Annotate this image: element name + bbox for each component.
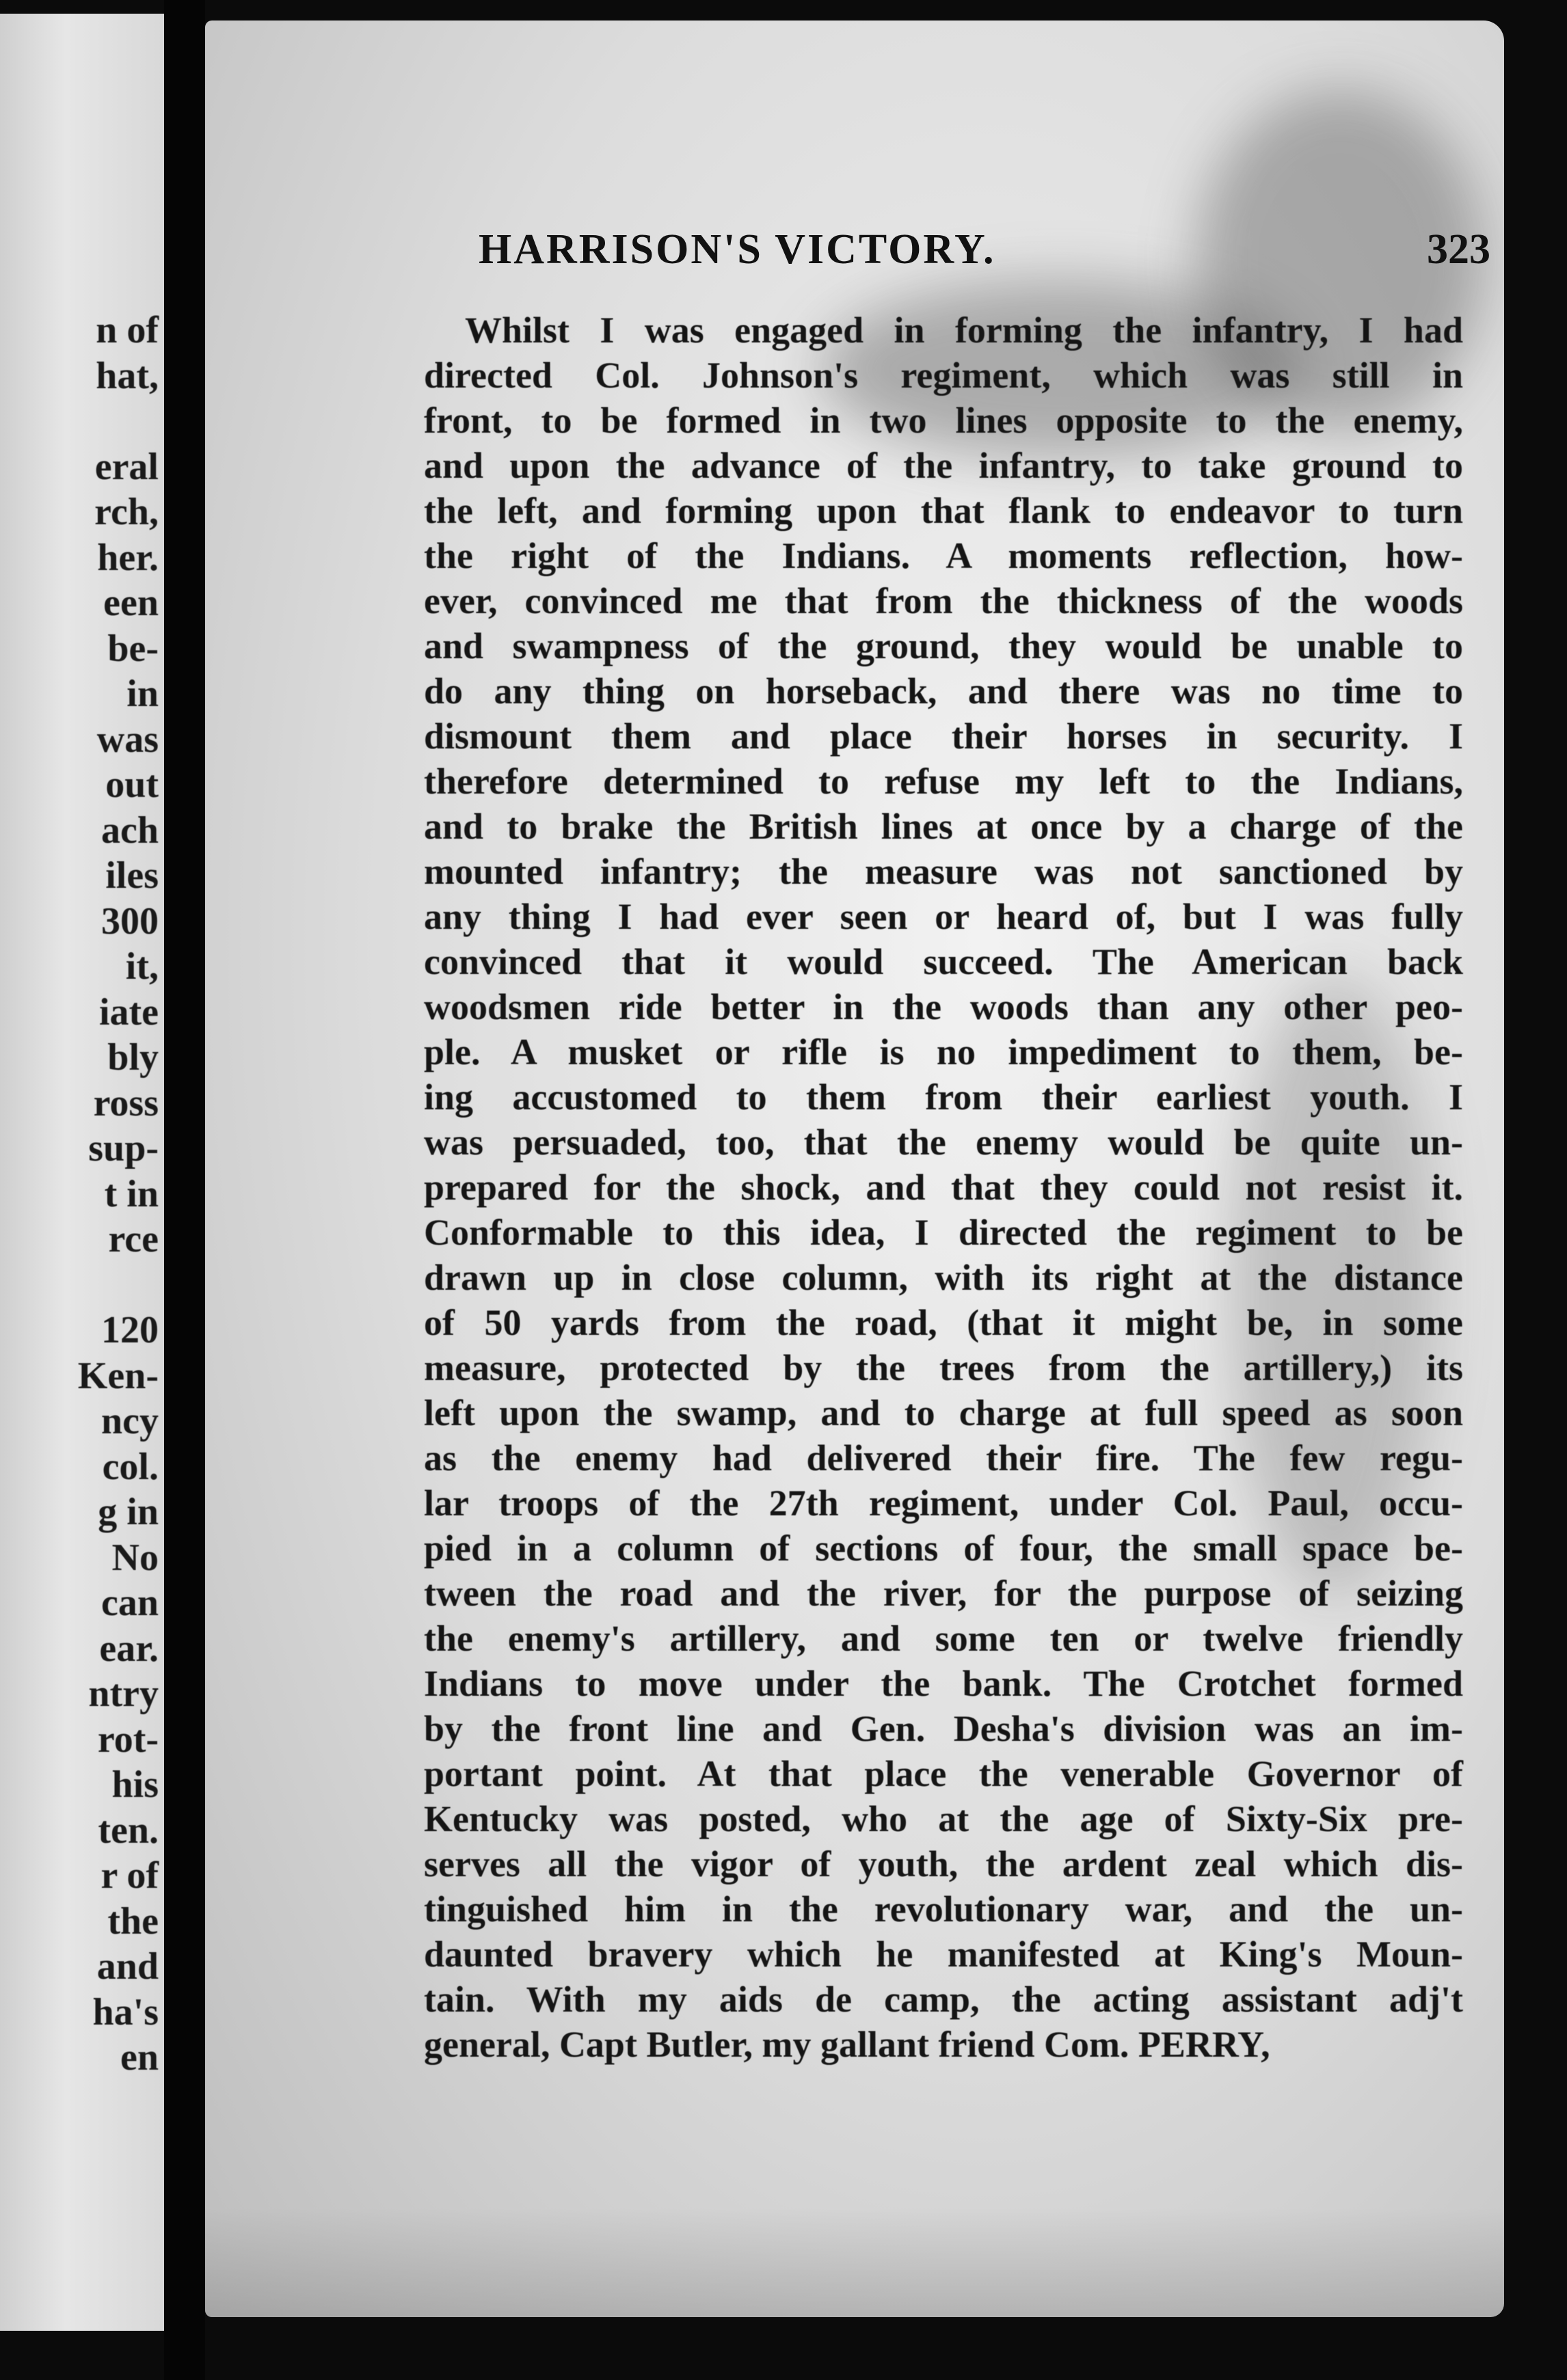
- text-line: and upon the advance of the infantry, to take ground to: [424, 445, 1463, 486]
- previous-page-line: can: [101, 1582, 159, 1624]
- previous-page-line: iate: [98, 990, 159, 1033]
- page-number: 323: [1427, 226, 1490, 273]
- previous-page-line: in: [126, 673, 159, 715]
- text-line: daunted bravery which he manifested at King's Moun-: [424, 1934, 1463, 1975]
- previous-page-line: his: [111, 1763, 159, 1806]
- text-line: any thing I had ever seen or heard of, but I was fully: [424, 896, 1463, 937]
- previous-page-line: No: [111, 1536, 159, 1579]
- text-line: the right of the Indians. A moments reflection, how-: [424, 535, 1463, 576]
- previous-page-line: 300: [101, 900, 159, 943]
- previous-page-line: ntry: [88, 1673, 159, 1715]
- body-text: [424, 308, 1463, 2067]
- text-line: tain. With my aids de camp, the acting assistant adj't: [424, 1979, 1463, 2020]
- text-line: dismount them and place their horses in security. I: [424, 716, 1463, 757]
- previous-page-line: 120: [101, 1309, 159, 1351]
- text-line: pied in a column of sections of four, the small space be-: [424, 1528, 1463, 1569]
- previous-page-line: ha's: [92, 1990, 159, 2033]
- previous-page-line: [78, 398, 159, 444]
- text-line: mounted infantry; the measure was not sanctioned by: [424, 851, 1463, 892]
- text-line: Whilst I was engaged in forming the infantry, I had: [465, 310, 1463, 351]
- text-line: drawn up in close column, with its right at the distance: [424, 1257, 1463, 1298]
- previous-page: [0, 14, 164, 2331]
- text-line: serves all the vigor of youth, the ardent zeal which dis-: [424, 1843, 1463, 1884]
- text-line: and swampness of the ground, they would be unable to: [424, 625, 1463, 666]
- text-line: left upon the swamp, and to charge at full speed as soon: [424, 1392, 1463, 1433]
- text-line: Conformable to this idea, I directed the regiment to be: [424, 1212, 1463, 1253]
- text-line: measure, protected by the trees from the artillery,) its: [424, 1347, 1463, 1388]
- previous-page-line: ten.: [98, 1809, 159, 1852]
- text-line: of 50 yards from the road, (that it might be, in some: [424, 1302, 1463, 1343]
- text-line: tween the road and the river, for the purpose of seizing: [424, 1573, 1463, 1614]
- previous-page-line: out: [105, 763, 159, 806]
- text-line: ple. A musket or rifle is no impediment to them, be-: [424, 1031, 1463, 1072]
- text-line: Kentucky was posted, who at the age of Sixty-Six pre-: [424, 1798, 1463, 1839]
- text-line: portant point. At that place the venerable Governor of: [424, 1753, 1463, 1794]
- previous-page-line: n of: [96, 309, 159, 351]
- previous-page-line: en: [120, 2036, 159, 2079]
- text-line: was persuaded, too, that the enemy would be quite un-: [424, 1122, 1463, 1163]
- text-line: do any thing on horseback, and there was no time to: [424, 671, 1463, 712]
- text-line: ing accustomed to them from their earliest youth. I: [424, 1077, 1463, 1118]
- previous-page-line: sup-: [88, 1127, 159, 1169]
- text-line: the enemy's artillery, and some ten or twelve friendly: [424, 1618, 1463, 1659]
- previous-page-line: ach: [101, 809, 159, 852]
- previous-page-line: bly: [107, 1036, 159, 1079]
- previous-page-line: Ken-: [77, 1354, 159, 1397]
- previous-page-line: be-: [107, 627, 159, 670]
- previous-page-text: [78, 308, 159, 2081]
- page-bottom-shadow: [205, 2208, 1504, 2317]
- previous-page-line: rch,: [94, 491, 159, 533]
- previous-page-line: hat,: [96, 354, 159, 397]
- previous-page-line: g in: [98, 1491, 159, 1533]
- text-line: directed Col. Johnson's regiment, which was still in: [424, 355, 1463, 396]
- previous-page-line: was: [96, 718, 159, 761]
- previous-page-line: ross: [93, 1081, 159, 1124]
- text-line: the left, and forming upon that flank to endeavor to turn: [424, 490, 1463, 531]
- previous-page-line: ear.: [99, 1627, 159, 1670]
- previous-page-line: the: [107, 1899, 159, 1943]
- previous-page-line: ncy: [101, 1400, 159, 1442]
- previous-page-line: t in: [104, 1172, 159, 1215]
- previous-page-line: een: [103, 582, 159, 624]
- text-line: Indians to move under the bank. The Crotchet formed: [424, 1663, 1463, 1704]
- previous-page-line: [78, 1262, 159, 1308]
- text-line: general, Capt Butler, my gallant friend Com. PERRY,: [424, 2024, 1270, 2065]
- text-line: tinguished him in the revolutionary war, and the un-: [424, 1889, 1463, 1930]
- previous-page-line: it,: [125, 945, 159, 988]
- previous-page-line: col.: [102, 1445, 159, 1488]
- book-page: [205, 21, 1504, 2317]
- running-head: HARRISON'S VICTORY.: [479, 226, 996, 273]
- text-line: as the enemy had delivered their fire. The few regu-: [424, 1437, 1463, 1478]
- text-line: and to brake the British lines at once by a charge of the: [424, 806, 1463, 847]
- text-line: woodsmen ride better in the woods than any other peo-: [424, 986, 1463, 1027]
- previous-page-line: her.: [97, 536, 159, 579]
- text-line: lar troops of the 27th regiment, under Col. Paul, occu-: [424, 1483, 1463, 1524]
- previous-page-line: iles: [105, 854, 159, 897]
- text-line: prepared for the shock, and that they could not resist it.: [424, 1167, 1463, 1208]
- text-line: by the front line and Gen. Desha's division was an im-: [424, 1708, 1463, 1749]
- text-line: front, to be formed in two lines opposite to the enemy,: [424, 400, 1463, 441]
- previous-page-line: eral: [94, 445, 159, 488]
- previous-page-line: rot-: [97, 1718, 159, 1761]
- previous-page-line: r of: [101, 1854, 159, 1897]
- text-line: therefore determined to refuse my left to the Indians,: [424, 761, 1463, 802]
- previous-page-line: rce: [108, 1218, 159, 1260]
- text-line: convinced that it would succeed. The American back: [424, 941, 1463, 982]
- text-line: ever, convinced me that from the thickness of the woods: [424, 580, 1463, 621]
- previous-page-line: and: [96, 1945, 159, 1988]
- book-gutter: [164, 0, 205, 2380]
